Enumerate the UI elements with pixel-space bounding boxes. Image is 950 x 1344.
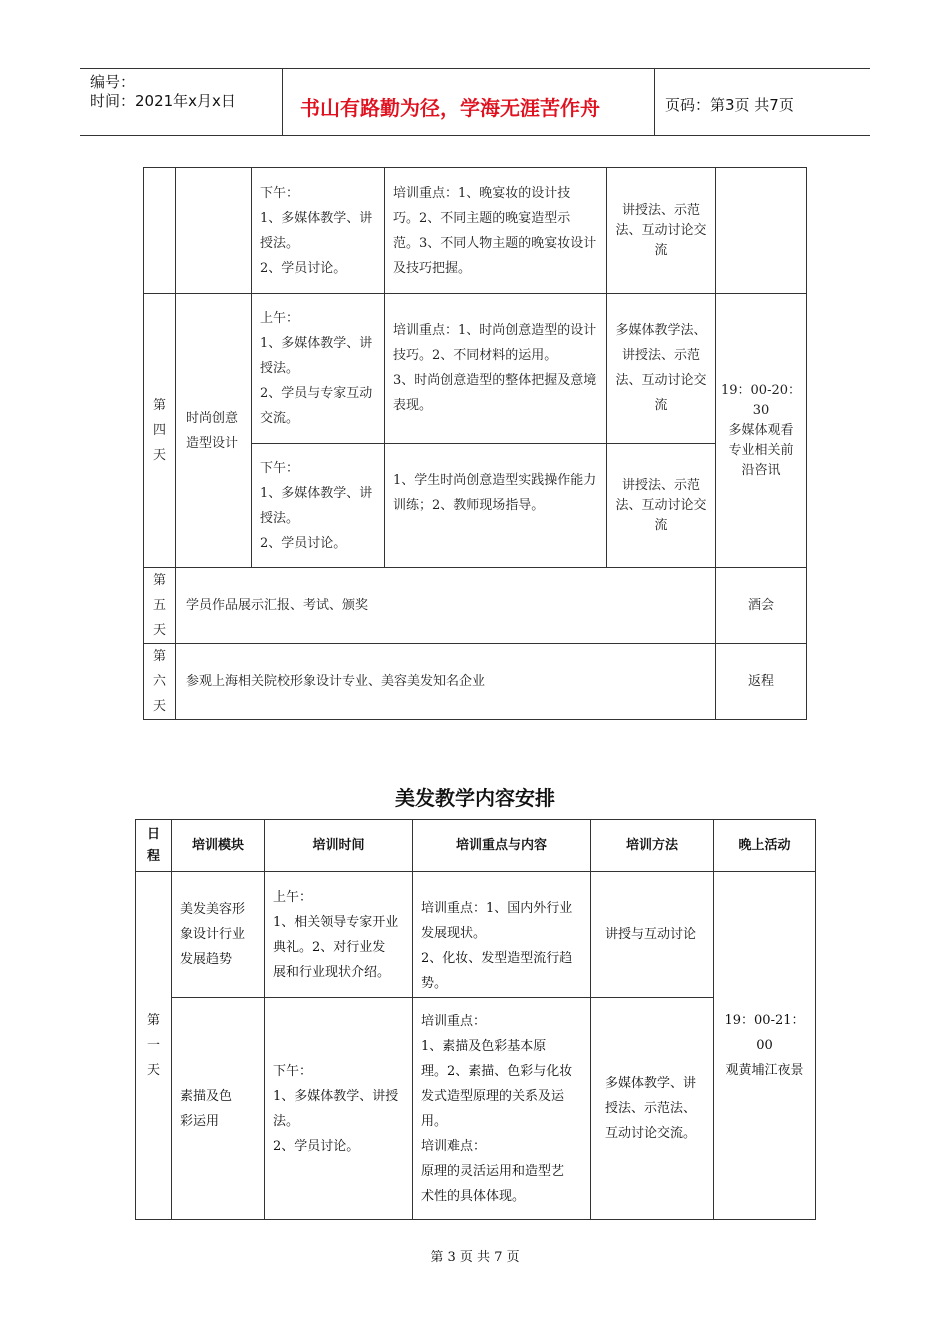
- evening-cell: 返程: [716, 644, 807, 720]
- time-cell: 上午： 1、相关领导专家开业 典礼。2、对行业发 展和行业现状介绍。: [265, 872, 413, 998]
- time-cell: 上午： 1、多媒体教学、讲 授法。 2、学员与专家互动 交流。: [252, 294, 385, 444]
- module-cell-empty: [176, 168, 252, 294]
- header-bottom-rule: [80, 135, 870, 136]
- content-cell: 学员作品展示汇报、考试、颁奖: [176, 568, 716, 644]
- header-top-rule: [80, 68, 870, 69]
- motto-banner: 书山有路勤为径，学海无涯苦作舟: [300, 96, 600, 120]
- day-cell-empty: [144, 168, 176, 294]
- hairdressing-schedule-table: [135, 819, 816, 1220]
- day-label-5: 第 五 天: [144, 568, 176, 644]
- section-title: 美发教学内容安排: [395, 786, 555, 810]
- table-row: [144, 644, 807, 720]
- method-cell: 讲授与互动讨论: [591, 872, 714, 998]
- header-time: 培训时间: [265, 820, 413, 872]
- header-divider-left: [282, 68, 283, 136]
- header-day: 日 程: [136, 820, 172, 872]
- module-cell: 美发美容形 象设计行业 发展趋势: [172, 872, 265, 998]
- evening-cell: 19：00-20： 30 多媒体观看 专业相关前 沿咨讯: [716, 294, 807, 568]
- day-label-6: 第 六 天: [144, 644, 176, 720]
- schedule-table-continued: [143, 167, 807, 720]
- method-cell: 讲授法、示范 法、互动讨论交 流: [607, 168, 716, 294]
- header-method: 培训方法: [591, 820, 714, 872]
- time-cell: 下午： 1、多媒体教学、讲 授法。 2、学员讨论。: [252, 444, 385, 568]
- table-row: [144, 568, 807, 644]
- content-cell: 1、学生时尚创意造型实践操作能力 训练；2、教师现场指导。: [385, 444, 607, 568]
- header-divider-right: [654, 68, 655, 136]
- content-cell: 参观上海相关院校形象设计专业、美容美发知名企业: [176, 644, 716, 720]
- content-cell: 培训重点： 1、素描及色彩基本原 理。2、素描、色彩与化妆 发式造型原理的关系及运 用。 培训难点： 原理的灵活运用和造型艺 术性的具体体现。: [413, 998, 591, 1220]
- time-cell: 下午： 1、多媒体教学、讲授 法。 2、学员讨论。: [265, 998, 413, 1220]
- method-cell: 讲授法、示范 法、互动讨论交 流: [607, 444, 716, 568]
- module-cell: 时尚创意 造型设计: [176, 294, 252, 568]
- page-label: 页码：第3页 共7页: [665, 96, 794, 114]
- serial-label: 编号：: [90, 73, 136, 91]
- content-cell: 培训重点：1、晚宴妆的设计技 巧。2、不同主题的晚宴造型示 范。3、不同人物主题的晚宴妆设计 及技巧把握。: [385, 168, 607, 294]
- header-module: 培训模块: [172, 820, 265, 872]
- table-row: [144, 168, 807, 294]
- evening-cell: 酒会: [716, 568, 807, 644]
- evening-cell-empty: [716, 168, 807, 294]
- day-label-1: 第 一 天: [136, 872, 172, 1220]
- time-cell: 下午： 1、多媒体教学、讲 授法。 2、学员讨论。: [252, 168, 385, 294]
- day-label-4: 第 四 天: [144, 294, 176, 568]
- table-row: [136, 872, 816, 998]
- module-cell: 素描及色 彩运用: [172, 998, 265, 1220]
- header-content: 培训重点与内容: [413, 820, 591, 872]
- evening-cell: 19：00-21： 00 观黄埔江夜景: [714, 872, 816, 1220]
- time-label: 时间：2021年x月x日: [90, 92, 236, 110]
- table-row: [144, 294, 807, 444]
- content-cell: 培训重点：1、时尚创意造型的设计 技巧。2、不同材料的运用。 3、时尚创意造型的整体把握及意境 表现。: [385, 294, 607, 444]
- method-cell: 多媒体教学、讲 授法、示范法、 互动讨论交流。: [591, 998, 714, 1220]
- content-cell: 培训重点：1、国内外行业 发展现状。 2、化妆、发型造型流行趋 势。: [413, 872, 591, 998]
- header-evening: 晚上活动: [714, 820, 816, 872]
- method-cell: 多媒体教学法、 讲授法、示范 法、互动讨论交 流: [607, 294, 716, 444]
- page-footer: 第 3 页 共 7 页: [430, 1250, 520, 1265]
- table-header-row: [136, 820, 816, 872]
